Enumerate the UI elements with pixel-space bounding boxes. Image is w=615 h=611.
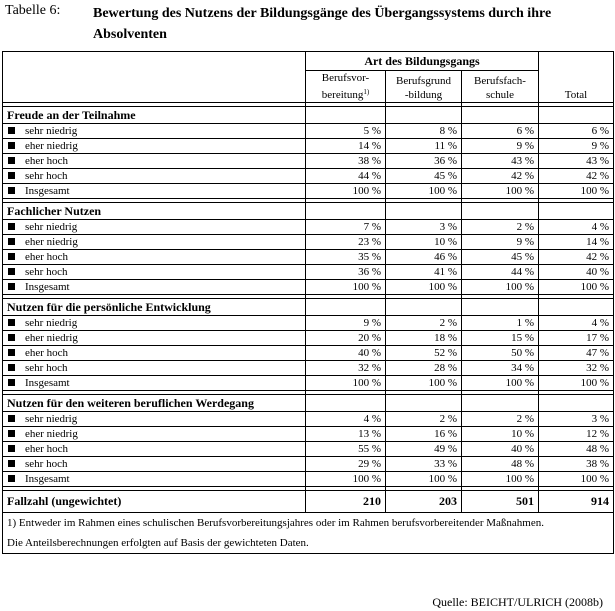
value-cell: 45 % bbox=[386, 169, 462, 184]
row-label: sehr hoch bbox=[25, 362, 68, 374]
note-row bbox=[3, 533, 614, 554]
header-total-top bbox=[539, 52, 614, 71]
row-label: eher hoch bbox=[25, 347, 69, 359]
caption-title: Bewertung des Nutzens der Bildungsgänge des Übergangssystems durch ihre Absolventen bbox=[93, 6, 552, 42]
value-cell: 40 % bbox=[462, 442, 539, 457]
bullet-square-icon bbox=[8, 172, 15, 179]
section-empty-cell bbox=[306, 107, 386, 124]
value-cell: 42 % bbox=[539, 169, 614, 184]
table-row bbox=[3, 412, 614, 427]
value-cell: 47 % bbox=[539, 346, 614, 361]
row-label-cell bbox=[3, 184, 306, 199]
bullet-square-icon bbox=[8, 445, 15, 452]
bullet-square-icon bbox=[8, 460, 15, 467]
table-row bbox=[3, 457, 614, 472]
value-cell: 100 % bbox=[462, 376, 539, 391]
table-row bbox=[3, 124, 614, 139]
value-cell: 41 % bbox=[386, 265, 462, 280]
value-cell: 40 % bbox=[539, 265, 614, 280]
row-label-cell bbox=[3, 442, 306, 457]
table-row bbox=[3, 220, 614, 235]
value-cell: 100 % bbox=[539, 280, 614, 295]
row-label-cell bbox=[3, 235, 306, 250]
value-cell: 2 % bbox=[386, 316, 462, 331]
value-cell: 42 % bbox=[462, 169, 539, 184]
value-cell: 100 % bbox=[462, 184, 539, 199]
value-cell: 4 % bbox=[539, 316, 614, 331]
bullet-square-icon bbox=[8, 127, 15, 134]
section-empty-cell bbox=[462, 203, 539, 220]
col-header-berufsgrundbildung bbox=[386, 71, 462, 103]
row-label-cell bbox=[3, 412, 306, 427]
value-cell: 55 % bbox=[306, 442, 386, 457]
value-cell: 6 % bbox=[539, 124, 614, 139]
value-cell: 48 % bbox=[539, 442, 614, 457]
value-cell: 100 % bbox=[386, 472, 462, 487]
row-label-cell bbox=[3, 220, 306, 235]
row-label: sehr niedrig bbox=[25, 221, 78, 233]
section-title: Nutzen für die persönliche Entwicklung bbox=[3, 299, 306, 316]
total-value-cell: 210 bbox=[306, 491, 386, 513]
value-cell: 9 % bbox=[462, 235, 539, 250]
row-label-cell bbox=[3, 154, 306, 169]
value-cell: 33 % bbox=[386, 457, 462, 472]
row-label: eher hoch bbox=[25, 155, 69, 167]
table-row bbox=[3, 250, 614, 265]
col3-line1: Berufsfach- bbox=[474, 75, 526, 87]
value-cell: 8 % bbox=[386, 124, 462, 139]
table-row bbox=[3, 184, 614, 199]
value-cell: 32 % bbox=[306, 361, 386, 376]
section-empty-cell bbox=[306, 203, 386, 220]
value-cell: 4 % bbox=[539, 220, 614, 235]
row-label: sehr hoch bbox=[25, 458, 68, 470]
table-row bbox=[3, 376, 614, 391]
section-empty-cell bbox=[539, 107, 614, 124]
col1-line1: Berufsvor- bbox=[321, 72, 370, 84]
value-cell: 100 % bbox=[539, 184, 614, 199]
col-header-total: Total bbox=[539, 71, 614, 103]
bullet-square-icon bbox=[8, 379, 15, 386]
table-row bbox=[3, 316, 614, 331]
row-label-cell bbox=[3, 376, 306, 391]
table-row bbox=[3, 280, 614, 295]
total-row bbox=[3, 491, 614, 513]
value-cell: 9 % bbox=[306, 316, 386, 331]
value-cell: 36 % bbox=[386, 154, 462, 169]
value-cell: 52 % bbox=[386, 346, 462, 361]
row-label: eher niedrig bbox=[25, 428, 78, 440]
value-cell: 100 % bbox=[462, 472, 539, 487]
caption-label: Tabelle 6: bbox=[5, 3, 61, 18]
section-empty-cell bbox=[386, 107, 462, 124]
row-label-cell bbox=[3, 265, 306, 280]
bullet-square-icon bbox=[8, 319, 15, 326]
value-cell: 18 % bbox=[386, 331, 462, 346]
row-label-cell bbox=[3, 457, 306, 472]
footnote-text: 1) Entweder im Rahmen eines schulischen Berufsvorbereitungsjahres oder im Rahmen berufsvorbereitender Maßnahmen. bbox=[3, 513, 614, 534]
row-label: Insgesamt bbox=[25, 473, 70, 485]
section-title: Fachlicher Nutzen bbox=[3, 203, 306, 220]
value-cell: 100 % bbox=[386, 280, 462, 295]
row-label: Insgesamt bbox=[25, 281, 70, 293]
value-cell: 9 % bbox=[462, 139, 539, 154]
bullet-square-icon bbox=[8, 253, 15, 260]
row-label: sehr hoch bbox=[25, 266, 68, 278]
value-cell: 48 % bbox=[462, 457, 539, 472]
row-label-cell bbox=[3, 361, 306, 376]
header-empty-cell bbox=[3, 52, 306, 103]
value-cell: 16 % bbox=[386, 427, 462, 442]
row-label: eher hoch bbox=[25, 443, 69, 455]
value-cell: 100 % bbox=[539, 472, 614, 487]
value-cell: 9 % bbox=[539, 139, 614, 154]
table-row bbox=[3, 154, 614, 169]
group-title: Art des Bildungsgangs bbox=[306, 52, 539, 71]
value-cell: 2 % bbox=[462, 220, 539, 235]
value-cell: 6 % bbox=[462, 124, 539, 139]
value-cell: 11 % bbox=[386, 139, 462, 154]
value-cell: 45 % bbox=[462, 250, 539, 265]
value-cell: 3 % bbox=[539, 412, 614, 427]
col1-line2: bereitung bbox=[321, 89, 364, 101]
weighting-note: Die Anteilsberechnungen erfolgten auf Basis der gewichteten Daten. bbox=[3, 533, 614, 554]
section-header-row bbox=[3, 203, 614, 220]
value-cell: 100 % bbox=[306, 376, 386, 391]
section-header-row bbox=[3, 107, 614, 124]
section-empty-cell bbox=[462, 107, 539, 124]
section-empty-cell bbox=[462, 395, 539, 412]
bullet-square-icon bbox=[8, 430, 15, 437]
row-label: eher niedrig bbox=[25, 236, 78, 248]
table-row bbox=[3, 139, 614, 154]
section-empty-cell bbox=[539, 299, 614, 316]
total-label: Fallzahl (ungewichtet) bbox=[3, 491, 306, 513]
value-cell: 14 % bbox=[306, 139, 386, 154]
table-row bbox=[3, 331, 614, 346]
row-label: sehr niedrig bbox=[25, 125, 78, 137]
row-label-cell bbox=[3, 280, 306, 295]
bullet-square-icon bbox=[8, 223, 15, 230]
value-cell: 46 % bbox=[386, 250, 462, 265]
value-cell: 100 % bbox=[462, 280, 539, 295]
section-empty-cell bbox=[386, 395, 462, 412]
value-cell: 2 % bbox=[462, 412, 539, 427]
table-row bbox=[3, 235, 614, 250]
col2-line2: -bildung bbox=[404, 89, 443, 101]
row-label: sehr niedrig bbox=[25, 413, 78, 425]
section-empty-cell bbox=[306, 395, 386, 412]
row-label: eher niedrig bbox=[25, 140, 78, 152]
value-cell: 38 % bbox=[306, 154, 386, 169]
row-label-cell bbox=[3, 139, 306, 154]
section-empty-cell bbox=[539, 395, 614, 412]
row-label-cell bbox=[3, 346, 306, 361]
table-row bbox=[3, 427, 614, 442]
bullet-square-icon bbox=[8, 238, 15, 245]
bullet-square-icon bbox=[8, 283, 15, 290]
value-cell: 29 % bbox=[306, 457, 386, 472]
value-cell: 2 % bbox=[386, 412, 462, 427]
value-cell: 100 % bbox=[539, 376, 614, 391]
col2-line1: Berufsgrund bbox=[396, 75, 451, 87]
section-empty-cell bbox=[386, 203, 462, 220]
row-label-cell bbox=[3, 316, 306, 331]
value-cell: 43 % bbox=[462, 154, 539, 169]
note-row bbox=[3, 513, 614, 534]
value-cell: 44 % bbox=[306, 169, 386, 184]
value-cell: 4 % bbox=[306, 412, 386, 427]
value-cell: 32 % bbox=[539, 361, 614, 376]
row-label: Insgesamt bbox=[25, 185, 70, 197]
row-label: sehr niedrig bbox=[25, 317, 78, 329]
value-cell: 3 % bbox=[386, 220, 462, 235]
row-label: eher hoch bbox=[25, 251, 69, 263]
bullet-square-icon bbox=[8, 142, 15, 149]
total-value-cell: 501 bbox=[462, 491, 539, 513]
row-label-cell bbox=[3, 124, 306, 139]
row-label-cell bbox=[3, 169, 306, 184]
value-cell: 36 % bbox=[306, 265, 386, 280]
col3-line2: schule bbox=[485, 89, 515, 101]
section-empty-cell bbox=[539, 203, 614, 220]
section-empty-cell bbox=[462, 299, 539, 316]
bullet-square-icon bbox=[8, 349, 15, 356]
value-cell: 43 % bbox=[539, 154, 614, 169]
value-cell: 10 % bbox=[386, 235, 462, 250]
section-header-row bbox=[3, 299, 614, 316]
section-empty-cell bbox=[306, 299, 386, 316]
bullet-square-icon bbox=[8, 268, 15, 275]
value-cell: 100 % bbox=[306, 184, 386, 199]
value-cell: 5 % bbox=[306, 124, 386, 139]
row-label-cell bbox=[3, 472, 306, 487]
row-label-cell bbox=[3, 331, 306, 346]
header-row-group bbox=[3, 52, 614, 71]
col-header-berufsfachschule bbox=[462, 71, 539, 103]
value-cell: 12 % bbox=[539, 427, 614, 442]
total-value-cell: 203 bbox=[386, 491, 462, 513]
value-cell: 42 % bbox=[539, 250, 614, 265]
section-title: Nutzen für den weiteren beruflichen Werdegang bbox=[3, 395, 306, 412]
value-cell: 10 % bbox=[462, 427, 539, 442]
value-cell: 34 % bbox=[462, 361, 539, 376]
row-label: sehr hoch bbox=[25, 170, 68, 182]
value-cell: 100 % bbox=[386, 376, 462, 391]
row-label: Insgesamt bbox=[25, 377, 70, 389]
bullet-square-icon bbox=[8, 187, 15, 194]
value-cell: 100 % bbox=[306, 472, 386, 487]
value-cell: 1 % bbox=[462, 316, 539, 331]
bullet-square-icon bbox=[8, 415, 15, 422]
section-title: Freude an der Teilnahme bbox=[3, 107, 306, 124]
value-cell: 13 % bbox=[306, 427, 386, 442]
value-cell: 15 % bbox=[462, 331, 539, 346]
bullet-square-icon bbox=[8, 334, 15, 341]
value-cell: 49 % bbox=[386, 442, 462, 457]
total-value-cell: 914 bbox=[539, 491, 614, 513]
table-row bbox=[3, 265, 614, 280]
row-label: eher niedrig bbox=[25, 332, 78, 344]
data-table bbox=[2, 51, 614, 554]
section-header-row bbox=[3, 395, 614, 412]
value-cell: 35 % bbox=[306, 250, 386, 265]
col-header-berufsvorbereitung bbox=[306, 71, 386, 103]
bullet-square-icon bbox=[8, 364, 15, 371]
value-cell: 40 % bbox=[306, 346, 386, 361]
table-row bbox=[3, 472, 614, 487]
value-cell: 14 % bbox=[539, 235, 614, 250]
bullet-square-icon bbox=[8, 475, 15, 482]
table-caption bbox=[5, 3, 610, 45]
table-row bbox=[3, 346, 614, 361]
value-cell: 44 % bbox=[462, 265, 539, 280]
value-cell: 20 % bbox=[306, 331, 386, 346]
section-empty-cell bbox=[386, 299, 462, 316]
source-note: Quelle: BEICHT/ULRICH (2008b) bbox=[432, 595, 603, 609]
value-cell: 38 % bbox=[539, 457, 614, 472]
value-cell: 23 % bbox=[306, 235, 386, 250]
value-cell: 17 % bbox=[539, 331, 614, 346]
table-row bbox=[3, 169, 614, 184]
value-cell: 100 % bbox=[386, 184, 462, 199]
row-label-cell bbox=[3, 427, 306, 442]
col1-footnote-mark: 1) bbox=[363, 88, 370, 96]
table-row bbox=[3, 361, 614, 376]
bullet-square-icon bbox=[8, 157, 15, 164]
value-cell: 50 % bbox=[462, 346, 539, 361]
value-cell: 7 % bbox=[306, 220, 386, 235]
table-row bbox=[3, 442, 614, 457]
value-cell: 28 % bbox=[386, 361, 462, 376]
row-label-cell bbox=[3, 250, 306, 265]
value-cell: 100 % bbox=[306, 280, 386, 295]
